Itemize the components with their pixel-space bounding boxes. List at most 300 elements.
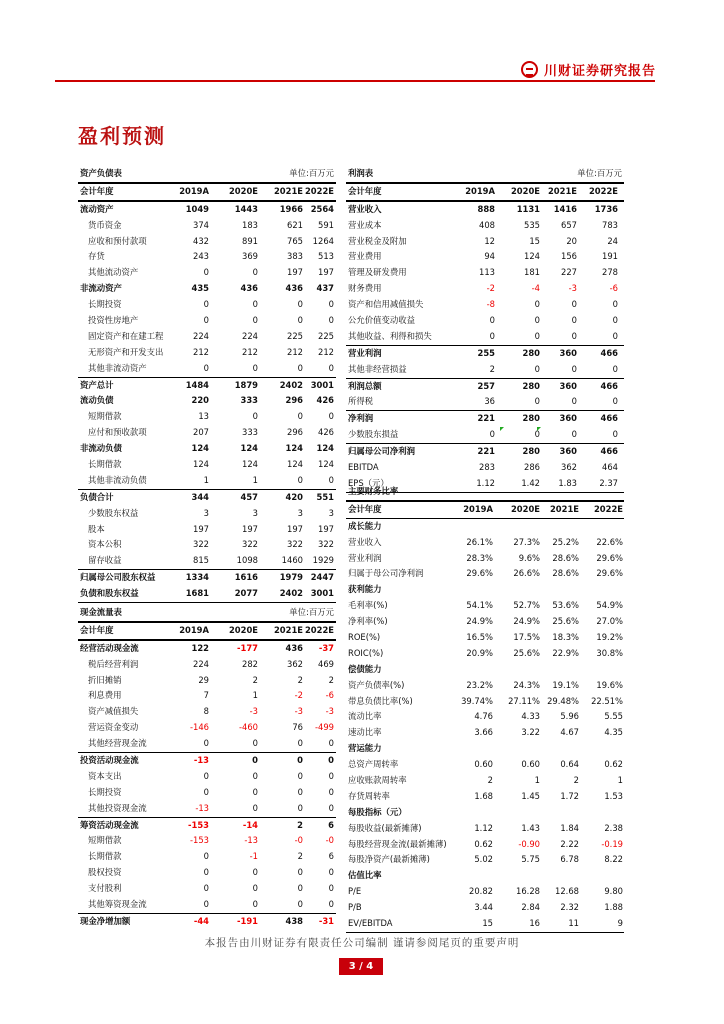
- cell-value: 124: [524, 251, 540, 262]
- cell-value: 28.6%: [552, 552, 579, 563]
- cell-value: 0: [571, 396, 577, 407]
- cell-value: 0: [328, 315, 334, 326]
- row-label: 负债和股东权益: [80, 588, 139, 599]
- cell-value: 0: [297, 315, 303, 326]
- cell-value: 1.72: [560, 790, 579, 801]
- table-row: [346, 709, 624, 725]
- row-label: 存货周转率: [348, 790, 390, 801]
- year-header: 2020E: [510, 503, 540, 514]
- cell-value: -13: [244, 835, 258, 846]
- cell-value: 113: [479, 267, 495, 278]
- cell-value: 362: [287, 658, 303, 669]
- table-header-row: [78, 622, 336, 640]
- cell-value: 2: [297, 851, 303, 862]
- cell-value: 1460: [281, 555, 303, 566]
- page-number: 3 / 4: [339, 958, 383, 975]
- cell-value: 221: [477, 413, 495, 424]
- table-row: [346, 551, 624, 567]
- cell-value: 815: [193, 555, 209, 566]
- table-row: [346, 662, 624, 678]
- cell-value: 24: [607, 235, 618, 246]
- cell-value: 0: [297, 755, 303, 766]
- cell-value: 333: [240, 395, 258, 406]
- cell-value: 255: [477, 347, 495, 358]
- table-row: [78, 913, 336, 930]
- row-label: 其他非经营损益: [348, 363, 407, 374]
- row-label: 每股净资产(最新摊薄): [348, 854, 430, 865]
- cell-value: -2: [486, 283, 495, 294]
- cell-value: 1: [252, 474, 258, 485]
- table-row: [346, 868, 624, 884]
- cell-value: 212: [318, 346, 334, 357]
- cell-value: 197: [242, 523, 258, 534]
- cell-value: 156: [561, 251, 577, 262]
- row-label: 总资产周转率: [348, 759, 399, 770]
- row-label: 其他收益、利得和损失: [348, 330, 432, 341]
- cell-value: 124: [191, 443, 209, 454]
- cell-value: 0: [571, 299, 577, 310]
- cell-value: 2.38: [604, 822, 623, 833]
- cell-value: -44: [193, 915, 209, 926]
- row-label: 每股指标（元）: [348, 806, 407, 817]
- year-header: 2019A: [463, 503, 493, 514]
- row-label: 资本公积: [88, 539, 122, 550]
- cell-value: 197: [318, 267, 334, 278]
- table-row: [78, 553, 336, 569]
- cell-value: 0: [328, 738, 334, 749]
- cell-value: 0: [328, 867, 334, 878]
- cell-value: 513: [318, 251, 334, 262]
- cell-value: 2: [489, 363, 495, 374]
- table-row: [78, 849, 336, 865]
- cell-value: -2: [294, 690, 303, 701]
- cell-value: 1: [203, 474, 209, 485]
- cell-value: 0: [328, 755, 334, 766]
- cell-value: 5.75: [521, 854, 540, 865]
- cell-value: 888: [477, 203, 495, 214]
- table-row: [78, 785, 336, 801]
- cell-value: 9: [617, 918, 623, 929]
- cell-value: 197: [287, 267, 303, 278]
- cell-value: 322: [287, 539, 303, 550]
- table-row: [78, 377, 336, 394]
- cell-value: -14: [242, 819, 258, 830]
- cell-value: 124: [316, 443, 334, 454]
- cell-value: 551: [316, 491, 334, 502]
- cell-value: 2: [573, 775, 579, 786]
- table-title: 现金流量表: [80, 607, 122, 617]
- table-row: [346, 566, 624, 582]
- cell-value: 25.6%: [552, 616, 579, 627]
- row-label: 少数股东损益: [348, 429, 399, 440]
- cell-value: 280: [522, 380, 540, 391]
- row-label: 偿债能力: [348, 663, 382, 674]
- cell-value: 535: [524, 219, 540, 230]
- cell-value: 432: [193, 235, 209, 246]
- cell-value: 20.82: [469, 886, 493, 897]
- cell-value: 9.80: [604, 886, 623, 897]
- cell-value: 4.35: [604, 727, 623, 738]
- cell-value: 0: [297, 411, 303, 422]
- year-header: 2022E: [588, 185, 618, 196]
- cell-value: 15: [482, 918, 493, 929]
- cell-value: 124: [240, 443, 258, 454]
- cell-value: 438: [285, 915, 303, 926]
- row-label: 财务费用: [348, 283, 382, 294]
- footer-disclaimer: 本报告由川财证券有限责任公司编制 谨请参阅尾页的重要声明: [204, 937, 520, 949]
- brand-header: [521, 60, 656, 79]
- cell-value: 280: [522, 413, 540, 424]
- brand-name: 川财证券研究报告: [543, 64, 656, 79]
- cell-value: 0: [203, 770, 209, 781]
- table-row: [78, 640, 336, 657]
- cell-value: 181: [524, 267, 540, 278]
- cell-value: 39.74%: [461, 695, 493, 706]
- row-label: 营业成本: [348, 219, 382, 230]
- cell-value: 0: [612, 315, 618, 326]
- cell-value: 124: [318, 459, 334, 470]
- financial-ratios-table: [346, 484, 624, 933]
- row-label: 营业收入: [348, 203, 382, 214]
- table-row: [346, 630, 624, 646]
- table-row: [78, 265, 336, 281]
- cell-value: 22.9%: [552, 647, 579, 658]
- table-row: [346, 757, 624, 773]
- cell-value: 765: [287, 235, 303, 246]
- table-row: [346, 427, 624, 443]
- cell-value: 0: [328, 786, 334, 797]
- table-row: [346, 789, 624, 805]
- cell-value: 1736: [594, 203, 618, 214]
- table-row: [78, 361, 336, 377]
- cell-value: 0: [252, 770, 258, 781]
- row-label: 短期借款: [88, 835, 122, 846]
- cell-value: 621: [287, 219, 303, 230]
- cell-value: 1979: [279, 572, 303, 583]
- cell-value: 3: [328, 507, 334, 518]
- cell-value: 225: [287, 330, 303, 341]
- cell-value: -0.90: [518, 838, 540, 849]
- row-label: 带息负债比率(%): [348, 695, 413, 706]
- cell-value: 322: [242, 539, 258, 550]
- cell-value: -0.19: [601, 838, 623, 849]
- table-row: [346, 265, 624, 281]
- cell-value: 0: [328, 899, 334, 910]
- cell-value: 2.32: [560, 902, 579, 913]
- cell-value: 0: [571, 363, 577, 374]
- cell-value: 286: [524, 462, 540, 473]
- row-label: 其他非流动负债: [88, 474, 147, 485]
- cell-value: 0: [297, 867, 303, 878]
- row-label: 其他筹资现金流: [88, 899, 147, 910]
- cell-value: 0: [297, 802, 303, 813]
- cell-value: 891: [242, 235, 258, 246]
- cell-value: 0: [571, 330, 577, 341]
- cell-value: 7: [203, 690, 209, 701]
- table-row: [346, 460, 624, 476]
- table-row: [78, 833, 336, 849]
- row-label: 营运资金变动: [88, 722, 139, 733]
- column-label: 会计年度: [348, 185, 382, 196]
- table-row: [346, 297, 624, 313]
- row-label: 净利率(%): [348, 616, 388, 627]
- cell-value: 197: [318, 523, 334, 534]
- cell-value: 466: [600, 413, 618, 424]
- year-header: 2022E: [593, 503, 623, 514]
- cell-value: 16: [529, 918, 540, 929]
- cell-value: 3.66: [474, 727, 493, 738]
- table-unit: 单位:百万元: [289, 168, 334, 178]
- row-label: 营业利润: [348, 347, 382, 358]
- cell-value: 333: [242, 427, 258, 438]
- cell-value: 0.60: [474, 759, 493, 770]
- cell-value: 0: [612, 299, 618, 310]
- row-label: 股权投资: [88, 867, 122, 878]
- table-header-row: [78, 183, 336, 201]
- cell-value: 282: [242, 658, 258, 669]
- cell-value: 457: [240, 491, 258, 502]
- row-label: 其他非流动资产: [88, 362, 147, 373]
- table-unit: 单位:百万元: [577, 168, 622, 178]
- cell-value: 360: [559, 380, 577, 391]
- table-row: [78, 704, 336, 720]
- cell-value: 0: [203, 851, 209, 862]
- cell-value: 2: [487, 775, 493, 786]
- cell-value: 221: [477, 446, 495, 457]
- table-row: [78, 473, 336, 489]
- cell-value: 12.68: [555, 886, 579, 897]
- cell-value: 0: [203, 883, 209, 894]
- row-label: ROIC(%): [348, 647, 384, 658]
- cell-value: 3001: [310, 379, 334, 390]
- year-header: 2022E: [304, 624, 334, 635]
- cash-flow-table: [78, 605, 336, 930]
- cell-value: 28.6%: [552, 568, 579, 579]
- cell-value: -1: [249, 851, 258, 862]
- table-row: [346, 249, 624, 265]
- cell-value: 1.84: [560, 822, 579, 833]
- cell-value: 0.62: [604, 759, 623, 770]
- cell-value: 1.45: [521, 790, 540, 801]
- cell-value: 296: [287, 427, 303, 438]
- row-label: 税后经营利润: [88, 658, 139, 669]
- cell-value: 1.43: [521, 822, 540, 833]
- table-row: [78, 218, 336, 234]
- cell-value: 29: [198, 674, 209, 685]
- cell-value: 94: [484, 251, 495, 262]
- cell-value: -499: [314, 722, 334, 733]
- row-label: 现金净增加额: [80, 915, 131, 926]
- table-row: [346, 535, 624, 551]
- cell-value: 76: [292, 722, 303, 733]
- table-row: [346, 234, 624, 250]
- cell-value: -460: [238, 722, 258, 733]
- cell-value: 3: [297, 507, 303, 518]
- cell-value: 0: [297, 299, 303, 310]
- cell-value: 3001: [310, 588, 334, 599]
- cell-value: 0: [203, 899, 209, 910]
- year-header: 2020E: [510, 185, 540, 196]
- cell-value: 6.78: [560, 854, 579, 865]
- table-row: [346, 582, 624, 598]
- cell-value: 0: [252, 755, 258, 766]
- table-row: [78, 522, 336, 538]
- cell-value: 1.83: [558, 477, 577, 488]
- cell-value: 0: [252, 802, 258, 813]
- table-row: [78, 817, 336, 834]
- cell-value: 2: [297, 819, 303, 830]
- cell-value: 2: [297, 674, 303, 685]
- cell-value: 4.76: [474, 711, 493, 722]
- page-title: 盈利预测: [78, 124, 166, 148]
- cell-value: 0: [328, 299, 334, 310]
- cell-value: 0: [252, 299, 258, 310]
- row-label: 少数股东权益: [88, 507, 139, 518]
- cell-value: 3: [203, 507, 209, 518]
- table-row: [346, 362, 624, 378]
- income-statement-table: [346, 166, 624, 493]
- row-label: 每股收益(最新摊薄): [348, 822, 422, 833]
- cell-value: 0: [571, 315, 577, 326]
- cell-value: 1.12: [474, 822, 493, 833]
- cell-value: 1484: [185, 379, 209, 390]
- cell-value: 26.6%: [513, 568, 540, 579]
- table-row: [346, 773, 624, 789]
- cell-value: 0.60: [521, 759, 540, 770]
- cell-value: -3: [294, 706, 303, 717]
- row-label: 长期借款: [88, 851, 122, 862]
- table-row: [78, 865, 336, 881]
- cell-value: 0: [534, 363, 540, 374]
- cell-value: 17.5%: [513, 632, 540, 643]
- cell-value: 0: [252, 411, 258, 422]
- cell-value: 24.9%: [513, 616, 540, 627]
- table-row: [78, 752, 336, 769]
- table-row: [78, 249, 336, 265]
- cell-value: 6: [328, 851, 334, 862]
- row-label: 投资活动现金流: [80, 755, 139, 766]
- row-label: 资产减值损失: [88, 706, 139, 717]
- cell-value: 29.48%: [547, 695, 579, 706]
- table-row: [78, 586, 336, 603]
- cell-value: 5.02: [474, 854, 493, 865]
- row-label: 存货: [88, 251, 105, 262]
- cell-value: 1049: [185, 203, 209, 214]
- table-row: [346, 821, 624, 837]
- table-row: [78, 506, 336, 522]
- cell-value: 0: [328, 362, 334, 373]
- table-row: [346, 614, 624, 630]
- table-row: [346, 443, 624, 460]
- cell-value: 3.44: [474, 902, 493, 913]
- cell-value: 5.55: [604, 711, 623, 722]
- row-label: P/B: [348, 902, 362, 913]
- cell-value: 0: [252, 362, 258, 373]
- cell-value: 1681: [185, 588, 209, 599]
- cell-value: 426: [318, 427, 334, 438]
- row-label: 非流动负债: [80, 443, 122, 454]
- row-label: 估值比率: [348, 870, 382, 881]
- cell-value: 0: [252, 315, 258, 326]
- row-label: 流动负债: [80, 395, 114, 406]
- cell-value: 0: [500, 427, 540, 443]
- cell-value: -13: [195, 802, 209, 813]
- cell-value: 435: [191, 283, 209, 294]
- row-label: 非流动资产: [80, 283, 122, 294]
- cell-value: 124: [193, 459, 209, 470]
- table-row: [78, 409, 336, 425]
- cell-value: 426: [316, 395, 334, 406]
- cell-value: 1264: [312, 235, 334, 246]
- cell-value: 225: [318, 330, 334, 341]
- cell-value: 0: [252, 267, 258, 278]
- cell-value: -3: [249, 706, 258, 717]
- table-title: 利润表: [348, 168, 374, 178]
- table-row: [346, 725, 624, 741]
- row-label: EV/EBITDA: [348, 918, 393, 929]
- cell-value: 22.6%: [596, 536, 623, 547]
- row-label: 筹资活动现金流: [80, 819, 139, 830]
- row-label: P/E: [348, 886, 362, 897]
- cell-value: 0: [252, 738, 258, 749]
- table-row: [78, 801, 336, 817]
- row-label: 公允价值变动收益: [348, 315, 415, 326]
- cell-value: 13: [198, 411, 209, 422]
- cell-value: 2402: [279, 588, 303, 599]
- row-label: 无形资产和开发支出: [88, 346, 164, 357]
- cell-value: 1443: [234, 203, 258, 214]
- table-row: [78, 769, 336, 785]
- cell-value: 0: [252, 899, 258, 910]
- row-label: 其他经营现金流: [88, 738, 147, 749]
- table-row: [346, 884, 624, 900]
- cell-value: 0: [297, 883, 303, 894]
- cell-value: 12: [484, 235, 495, 246]
- cell-value: 227: [561, 267, 577, 278]
- cell-value: 197: [193, 523, 209, 534]
- cell-value: 469: [318, 658, 334, 669]
- cell-value: 18.3%: [552, 632, 579, 643]
- cell-value: 27.3%: [513, 536, 540, 547]
- table-row: [78, 688, 336, 704]
- cell-value: 369: [242, 251, 258, 262]
- cell-value: 5.96: [560, 711, 579, 722]
- cell-value: 783: [602, 219, 618, 230]
- table-row: [346, 329, 624, 345]
- row-label: 应付和预收款项: [88, 427, 147, 438]
- cell-value: 122: [191, 642, 209, 653]
- cell-value: -153: [189, 835, 209, 846]
- cell-value: 26.1%: [466, 536, 493, 547]
- cell-value: 0: [328, 411, 334, 422]
- cell-value: 383: [287, 251, 303, 262]
- table-row: [346, 218, 624, 234]
- row-label: 固定资产和在建工程: [88, 330, 164, 341]
- row-label: 应收和预付款项: [88, 235, 147, 246]
- row-label: 折旧摊销: [88, 674, 122, 685]
- cell-value: 408: [479, 219, 495, 230]
- cell-value: 124: [242, 459, 258, 470]
- cell-value: 8.22: [604, 854, 623, 865]
- table-header-row: [346, 183, 624, 201]
- row-label: 营业费用: [348, 251, 382, 262]
- cell-value: 6: [328, 819, 334, 830]
- cell-value: 0: [203, 362, 209, 373]
- cell-value: 19.1%: [552, 679, 579, 690]
- cell-value: 1.68: [474, 790, 493, 801]
- table-row: [78, 881, 336, 897]
- cell-value: 278: [602, 267, 618, 278]
